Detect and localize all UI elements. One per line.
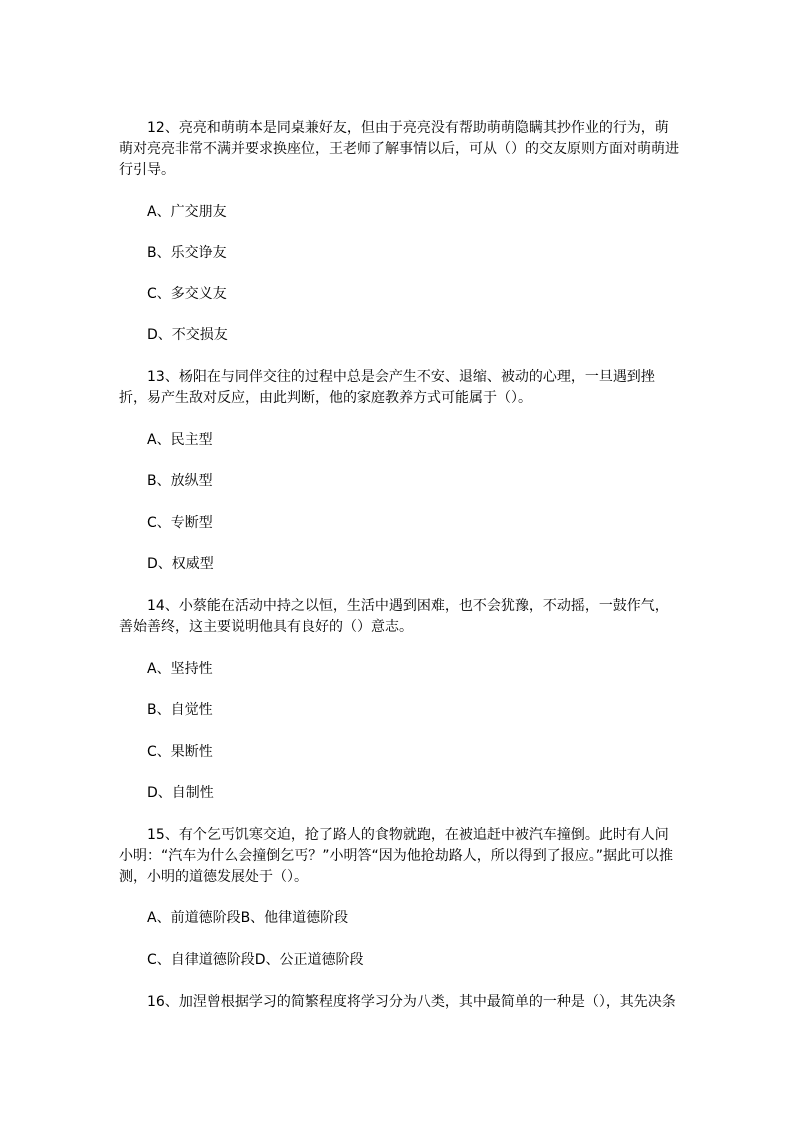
- question-16-stem: 16、加涅曾根据学习的简繁程度将学习分为八类，其中最简单的一种是（），其先决条: [147, 994, 676, 1010]
- question-12-option-a: A、广交朋友: [147, 204, 227, 220]
- question-14-option-c: C、果断性: [147, 744, 213, 760]
- question-14-option-b: B、自觉性: [147, 702, 213, 718]
- question-12-option-b: B、乐交诤友: [147, 245, 227, 261]
- question-15-options-cd: C、自律道德阶段D、公正道德阶段: [147, 952, 364, 968]
- question-14-stem: 14、小蔡能在活动中持之以恒，生活中遇到困难，也不会犹豫，不动摇，一鼓作气，善始善终，这主要说明他具有良好的（）意志。: [119, 598, 669, 635]
- question-12-stem: 12、亮亮和萌萌本是同桌兼好友，但由于亮亮没有帮助萌萌隐瞒其抄作业的行为，萌萌对亮亮非常不满并要求换座位，王老师了解事情以后，可从（）的交友原则方面对萌萌进行引导。: [119, 120, 679, 178]
- question-15-stem: 15、有个乞丐饥寒交迫，抢了路人的食物就跑，在被追赶中被汽车撞倒。此时有人问小明：“汽车为什么会撞倒乞丐？”小明答“因为他抢劫路人，所以得到了报应。”据此可以推测，小明的道德发展处于（）。: [119, 827, 674, 885]
- question-13-stem: 13、杨阳在与同伴交往的过程中总是会产生不安、退缩、被动的心理，一旦遇到挫折，易产生敌对反应，由此判断，他的家庭教养方式可能属于（）。: [119, 369, 655, 406]
- question-12-option-d: D、不交损友: [147, 327, 228, 343]
- question-14-option-d: D、自制性: [147, 785, 214, 801]
- question-13-option-c: C、专断型: [147, 515, 213, 531]
- question-14-option-a: A、坚持性: [147, 661, 213, 677]
- question-13-option-a: A、民主型: [147, 432, 213, 448]
- question-13-option-d: D、权威型: [147, 556, 214, 572]
- question-15-options-ab: A、前道德阶段B、他律道德阶段: [147, 910, 349, 926]
- question-12-option-c: C、多交义友: [147, 286, 227, 302]
- question-13-option-b: B、放纵型: [147, 473, 213, 489]
